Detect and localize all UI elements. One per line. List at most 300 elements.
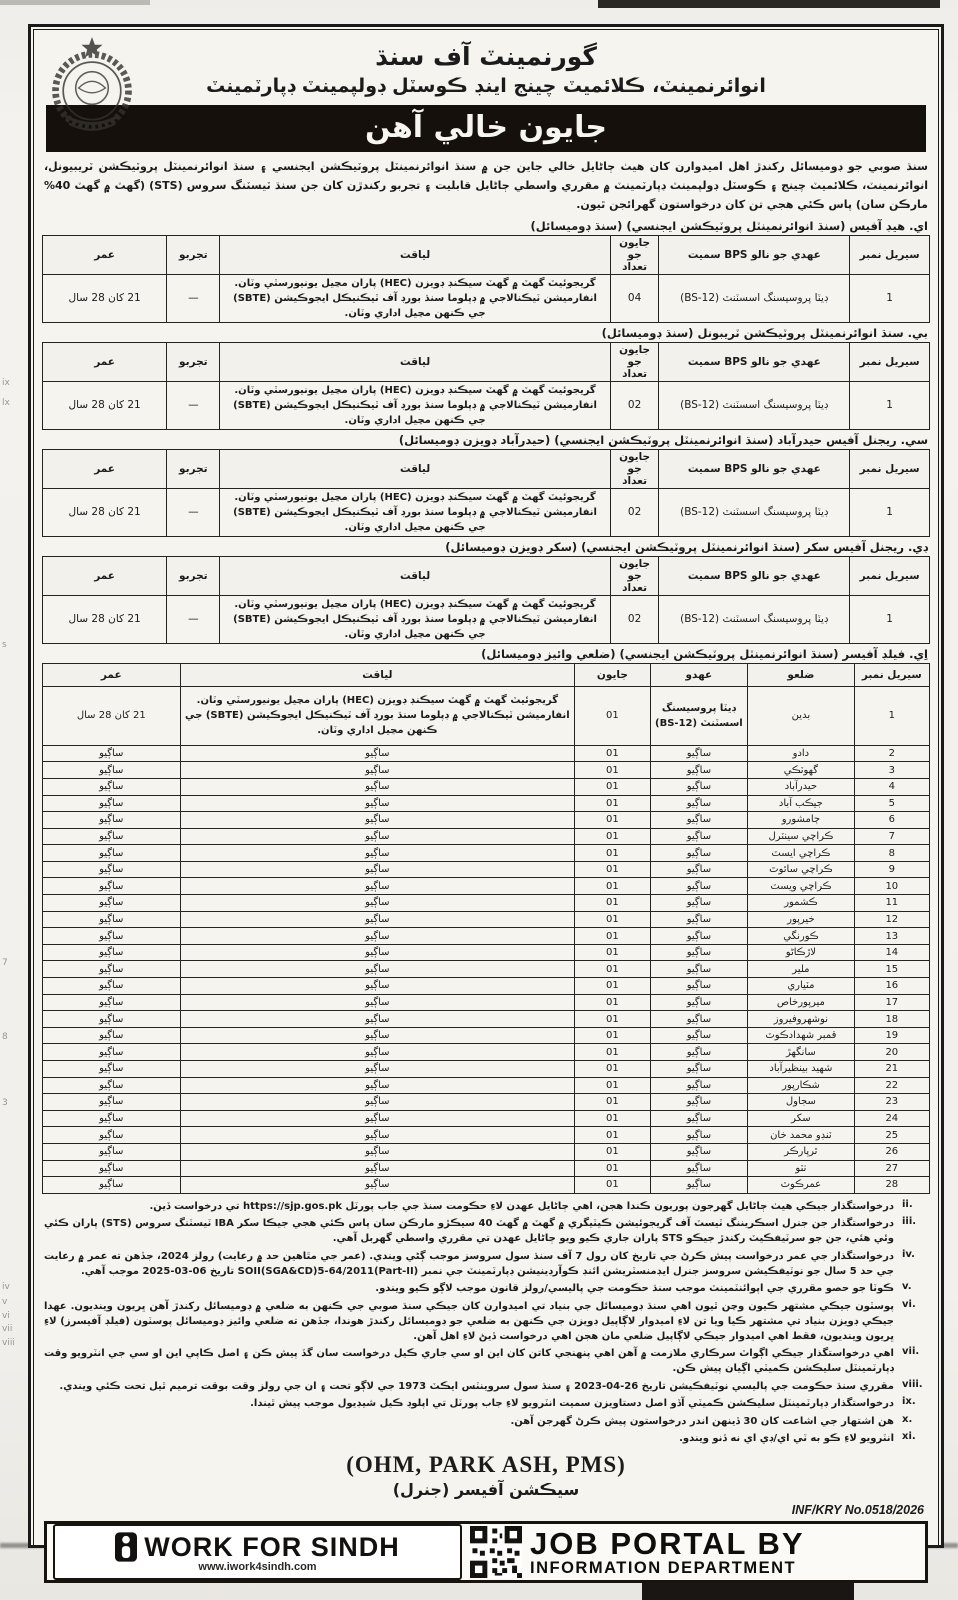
qualification-cell: ساڳيو — [180, 944, 575, 961]
age-cell: ساڳيو — [43, 1044, 181, 1061]
advertisement-reference-number: INF/KRY No.0518/2026 — [791, 1503, 924, 1518]
age-cell: ساڳيو — [43, 1077, 181, 1094]
district-cell: ڄامشورو — [748, 812, 854, 829]
scan-artifact-top-strip — [598, 0, 940, 8]
notes-list — [44, 1199, 928, 1447]
col-post: عهدو — [650, 663, 748, 686]
col-count: جايون جو تعداد — [610, 235, 659, 274]
qualification-cell: ساڳيو — [180, 745, 575, 762]
age-cell: ساڳيو — [43, 762, 181, 779]
serial-cell: 1 — [850, 381, 930, 429]
col-serial: سيريل نمبر — [850, 235, 930, 274]
field-officer-section-title: اِي. فيلڊ آفيسر (سنڌ انوائرنمينٽل پروٽيڪشن ايجنسي) (ضلعي وائيز ڊوميسائل) — [481, 646, 928, 661]
col-count: جايون — [575, 663, 650, 686]
qualification-cell: ساڳيو — [180, 1160, 575, 1177]
vacancies-banner — [46, 105, 926, 152]
age-cell: ساڳيو — [43, 1177, 181, 1194]
district-cell: ڪراچي سينٽرل — [748, 828, 854, 845]
serial-cell: 24 — [854, 1110, 929, 1127]
serial-cell: 23 — [854, 1094, 929, 1111]
table-row — [43, 762, 930, 779]
serial-cell: 13 — [854, 928, 929, 945]
qualification-cell: ساڳيو — [180, 778, 575, 795]
note-number: iii. — [902, 1216, 917, 1228]
age-cell: 21 کان 28 سال — [43, 595, 167, 643]
age-cell: ساڳيو — [43, 911, 181, 928]
serial-cell: 12 — [854, 911, 929, 928]
count-cell: 01 — [575, 1143, 650, 1160]
qualification-cell: ساڳيو — [180, 878, 575, 895]
post-cell: ساڳيو — [650, 1143, 748, 1160]
note-text: اهي درخواستگذار جيڪي اڳواٽ سرڪاري ملازمت ۾ آهن اهي پنهنجي کاتن کان اين او سي جاري ڪيل درخواست سان گڏ پيش ڪن ۽ اصل ڪاپي اين او سي جي انٽرويو وقت ڊپارٽمينٽل سليڪشن ڪميٽي اڳيان پيش ڪن. — [44, 1348, 894, 1375]
table-row — [43, 745, 930, 762]
table-row — [43, 978, 930, 995]
section-title: بي. سنڌ انوائرنمينٽل پروٽيڪشن ٽريبونل (سنڌ ڊوميسائل) — [601, 325, 928, 340]
qualification-cell: ساڳيو — [180, 812, 575, 829]
post-cell: ساڳيو — [650, 1127, 748, 1144]
qualification-line2: انفارميشن ٽيڪنالاجي ۾ ڊپلوما سنڌ بورڊ آف ٽيڪنيڪل ايجوڪيشن (SBTE) جي ڪنهن مڃيل اداري وٽان. — [233, 399, 597, 426]
table-row — [43, 1110, 930, 1127]
count-cell: 01 — [575, 745, 650, 762]
qualification-cell: ساڳيو — [180, 762, 575, 779]
count-cell: 02 — [610, 595, 659, 643]
note-item — [44, 1414, 928, 1429]
post-cell: ساڳيو — [650, 1044, 748, 1061]
serial-cell: 1 — [850, 488, 930, 536]
col-district: ضلعو — [748, 663, 854, 686]
post-cell: ڊيٽا پروسيسنگ اسسٽنٽ (BS-12) — [659, 381, 850, 429]
serial-cell: 22 — [854, 1077, 929, 1094]
count-cell: 01 — [575, 961, 650, 978]
col-experience: تجربو — [167, 235, 220, 274]
table-row — [43, 1011, 930, 1028]
col-qualification: لياقت — [180, 663, 575, 686]
serial-cell: 28 — [854, 1177, 929, 1194]
col-experience: تجربو — [167, 556, 220, 595]
department-title: انوائرنمينٽ، ڪلائميٽ چينج اينڊ ڪوسٽل ڊولپمينٽ ڊپارٽمينٽ — [206, 75, 766, 97]
district-cell: ٿرپارڪر — [748, 1143, 854, 1160]
vacancy-table — [42, 235, 930, 323]
serial-cell: 5 — [854, 795, 929, 812]
qualification-cell: ساڳيو — [180, 1027, 575, 1044]
count-cell: 01 — [575, 978, 650, 995]
note-item — [44, 1379, 928, 1394]
district-cell: بدين — [748, 686, 854, 745]
district-cell: عمرڪوٽ — [748, 1177, 854, 1194]
post-cell: ساڳيو — [650, 928, 748, 945]
margin-fragment: 7 — [2, 958, 8, 968]
district-cell: قمبر شهدادڪوٽ — [748, 1027, 854, 1044]
table-row — [43, 1044, 930, 1061]
vacancy-table — [42, 556, 930, 644]
district-cell: ٺٽو — [748, 1160, 854, 1177]
age-cell: 21 کان 28 سال — [43, 381, 167, 429]
note-text: هن اشتهار جي اشاعت کان 30 ڏينهن اندر درخواستون پيش ڪرڻ گھرجن آهن. — [510, 1415, 894, 1427]
qualification-cell: ساڳيو — [180, 895, 575, 912]
count-cell: 01 — [575, 878, 650, 895]
table-row — [43, 381, 930, 429]
scan-artifact-top-left — [0, 0, 150, 5]
count-cell: 01 — [575, 795, 650, 812]
table-row — [43, 994, 930, 1011]
intro-paragraph: سنڌ صوبي جو ڊوميسائل رکندڙ اهل اميدوارن کان هيٺ ڄاڻايل خالي جاين جن ۾ سنڌ انوائرنمينٽل پروٽيڪشن ايجنسي ۽ سنڌ انوائرنمينٽل پروٽيڪشن ٽريبيونل، انوائرنمينٽ، ڪلائميٽ چينج ۽ ڪوسٽل ڊولپمينٽ ڊپارٽمينٽ ۾ مقرري واسطي ڄاڻايل قابليت ۽ تجربو رکندڙن کان جن سنڌ ٽيسٽنگ سروس (STS) (گھٽ ۾ گھٽ 40% مارڪن سان) پاس ڪئي هجي تن کان درخواستون گھرائجن ٿيون. — [44, 160, 928, 211]
col-count: جايون جو تعداد — [610, 342, 659, 381]
margin-fragment: 3 — [2, 1098, 8, 1108]
margin-fragment: v — [2, 1297, 8, 1307]
table-header-row — [43, 449, 930, 488]
count-cell: 01 — [575, 994, 650, 1011]
serial-cell: 18 — [854, 1011, 929, 1028]
district-cell: خيرپور — [748, 911, 854, 928]
serial-cell: 10 — [854, 878, 929, 895]
qr-code-icon — [470, 1526, 522, 1578]
age-cell: ساڳيو — [43, 1127, 181, 1144]
count-cell: 01 — [575, 944, 650, 961]
table-row — [43, 488, 930, 536]
post-cell: ڊيٽا پروسيسنگ اسسٽنٽ (BS-12) — [659, 488, 850, 536]
col-count: جايون جو تعداد — [610, 556, 659, 595]
margin-fragment: 8 — [2, 1032, 8, 1042]
col-post: عهدي جو نالو BPS سميت — [659, 449, 850, 488]
qualification-cell: ساڳيو — [180, 828, 575, 845]
post-cell: ڊيٽا پروسيسنگ اسسٽنٽ (BS-12) — [659, 595, 850, 643]
qualification-cell: ساڳيو — [180, 928, 575, 945]
table-header-row — [43, 342, 930, 381]
col-age: عمر — [43, 556, 167, 595]
col-serial: سيريل نمبر — [850, 556, 930, 595]
margin-fragment: ix — [2, 378, 10, 388]
district-cell: ڪورنگي — [748, 928, 854, 945]
vacancy-table — [42, 342, 930, 430]
post-cell: ساڳيو — [650, 828, 748, 845]
qualification-cell — [220, 488, 610, 536]
margin-fragment: lx — [2, 398, 10, 408]
post-cell: ڊيٽا پروسيسنگ اسسٽنٽ (BS-12) — [659, 274, 850, 322]
col-post: عهدي جو نالو BPS سميت — [659, 235, 850, 274]
count-cell: 01 — [575, 1061, 650, 1078]
count-cell: 01 — [575, 1044, 650, 1061]
note-item — [44, 1396, 928, 1411]
post-cell: ساڳيو — [650, 878, 748, 895]
post-cell: ساڳيو — [650, 1027, 748, 1044]
col-age: عمر — [43, 342, 167, 381]
section-title: ڊي. ريجنل آفيس سکر (سنڌ انوائرنمينٽل پروٽيڪشن ايجنسي) (سکر ڊويزن ڊوميسائل) — [445, 539, 928, 554]
age-cell: ساڳيو — [43, 878, 181, 895]
count-cell: 01 — [575, 1160, 650, 1177]
serial-cell: 1 — [850, 595, 930, 643]
serial-cell: 25 — [854, 1127, 929, 1144]
count-cell: 01 — [575, 686, 650, 745]
note-text: درخواستگذار جي عمر درخواست پيش ڪرڻ جي تاريخ کان رول 7 آف سنڌ سول سروسز موجب ڳڻي ويندي. (عمر جي مٿاهين حد ۾ رعايت) رولز 2024، جڏهن ته عمر ۾ رعايت جي حد 5 سال جو نوٽيفڪيشن سروسز جنرل ايڊمنسٽريشن ائنڊ ڪوآرڊينيشن ڊپارٽمينٽ جي نمبر SOII(SGA&CD)5-64/2011(Part-II) تاريخ 06-03-2025 موجب آهي. — [44, 1250, 894, 1277]
col-experience: تجربو — [167, 342, 220, 381]
field-officer-table — [42, 663, 930, 1194]
post-cell: ساڳيو — [650, 745, 748, 762]
district-cell: لاڙڪاڻو — [748, 944, 854, 961]
work-for-sindh-logo — [53, 1524, 462, 1580]
qualification-line1: گريجوئيٽ گھٽ ۾ گھٽ سيڪنڊ ڊويزن (HEC) پاران مڃيل يونيورسٽي وٽان. — [234, 598, 596, 610]
col-age: عمر — [43, 235, 167, 274]
age-cell: ساڳيو — [43, 1011, 181, 1028]
job-portal-footer-banner — [44, 1521, 928, 1583]
government-title: گورنمينٽ آف سنڌ — [375, 42, 597, 71]
col-age: عمر — [43, 449, 167, 488]
post-cell: ساڳيو — [650, 994, 748, 1011]
job-advertisement-box — [28, 24, 944, 1577]
post-cell: ساڳيو — [650, 795, 748, 812]
district-cell: شڪارپور — [748, 1077, 854, 1094]
serial-cell: 1 — [854, 686, 929, 745]
count-cell: 01 — [575, 895, 650, 912]
note-text: درخواستگذار جيڪي هيٺ ڄاڻايل گھرجون پوريون ڪندا هجن، اهي ڄاڻايل عهدن لاءِ حڪومت سنڌ جي جاب پورٽل https://sjp.gos.pk تي درخواست ڏين. — [149, 1200, 894, 1212]
note-number: x. — [902, 1413, 913, 1425]
district-rows — [43, 745, 930, 1193]
note-number: vii. — [902, 1346, 920, 1358]
serial-cell: 19 — [854, 1027, 929, 1044]
district-cell: سکر — [748, 1110, 854, 1127]
table-row — [43, 845, 930, 862]
table-row — [43, 878, 930, 895]
margin-fragment: viii — [2, 1338, 15, 1348]
post-cell: ساڳيو — [650, 1177, 748, 1194]
banner-title: جايون خالي آهن — [364, 110, 608, 145]
qualification-line1: گريجوئيٽ گھٽ ۾ گھٽ سيڪنڊ ڊويزن (HEC) پاران مڃيل يونيورسٽي وٽان. — [234, 491, 596, 503]
col-age: عمر — [43, 663, 181, 686]
qualification-cell: ساڳيو — [180, 978, 575, 995]
col-qualification: لياقت — [220, 235, 610, 274]
count-cell: 01 — [575, 911, 650, 928]
i-person-icon — [115, 1532, 137, 1562]
post-cell: ساڳيو — [650, 861, 748, 878]
table-row-badin — [43, 686, 930, 745]
note-item — [44, 1199, 928, 1214]
table-row — [43, 595, 930, 643]
serial-cell: 7 — [854, 828, 929, 845]
district-cell: حيدرآباد — [748, 778, 854, 795]
post-cell: ساڳيو — [650, 944, 748, 961]
col-post: عهدي جو نالو BPS سميت — [659, 342, 850, 381]
district-cell: سجاول — [748, 1094, 854, 1111]
age-cell: 21 کان 28 سال — [43, 274, 167, 322]
qualification-cell: ساڳيو — [180, 861, 575, 878]
post-cell: ساڳيو — [650, 845, 748, 862]
count-cell: 01 — [575, 1177, 650, 1194]
count-cell: 01 — [575, 928, 650, 945]
serial-cell: 21 — [854, 1061, 929, 1078]
count-cell: 01 — [575, 861, 650, 878]
note-item — [44, 1299, 928, 1344]
qualification-cell: ساڳيو — [180, 845, 575, 862]
table-row — [43, 961, 930, 978]
table-row — [43, 778, 930, 795]
district-cell: ڪراچي ويسٽ — [748, 878, 854, 895]
table-header-row — [43, 663, 930, 686]
age-cell: ساڳيو — [43, 1027, 181, 1044]
serial-cell: 27 — [854, 1160, 929, 1177]
note-number: viii. — [902, 1378, 923, 1390]
post-cell: ڊيٽا پروسيسنگ اسسٽنٽ (BS-12) — [650, 686, 748, 745]
sindh-government-emblem-icon — [44, 34, 140, 142]
qualification-line1: گريجوئيٽ گھٽ ۾ گھٽ سيڪنڊ ڊويزن (HEC) پاران مڃيل يونيورسٽي وٽان. — [234, 384, 596, 396]
qualification-cell — [220, 381, 610, 429]
col-count: جايون جو تعداد — [610, 449, 659, 488]
count-cell: 04 — [610, 274, 659, 322]
qualification-cell: ساڳيو — [180, 911, 575, 928]
table-row — [43, 1160, 930, 1177]
bps-sections — [42, 219, 930, 644]
table-row — [43, 1094, 930, 1111]
count-cell: 01 — [575, 1077, 650, 1094]
iwork4sindh-url: www.iwork4sindh.com — [198, 1560, 317, 1573]
post-cell: ساڳيو — [650, 1061, 748, 1078]
qualification-cell: ساڳيو — [180, 1044, 575, 1061]
age-cell: ساڳيو — [43, 1094, 181, 1111]
note-text: ڪوٽا جو حصو مقرري جي اپوائنٽمينٽ موجب سنڌ حڪومت جي پاليسي/رولز قانون موجب لاڳو ڪيو ويندو. — [375, 1283, 894, 1295]
qualification-cell: ساڳيو — [180, 1061, 575, 1078]
district-cell: جيڪب آباد — [748, 795, 854, 812]
age-cell: ساڳيو — [43, 944, 181, 961]
count-cell: 01 — [575, 1094, 650, 1111]
serial-cell: 1 — [850, 274, 930, 322]
serial-cell: 17 — [854, 994, 929, 1011]
age-cell: ساڳيو — [43, 1110, 181, 1127]
information-department-label: INFORMATION DEPARTMENT — [530, 1558, 797, 1577]
table-row — [43, 812, 930, 829]
note-item — [44, 1346, 928, 1376]
experience-cell: — — [167, 488, 220, 536]
table-row — [43, 1127, 930, 1144]
qualification-line2: انفارميشن ٽيڪنالاجي ۾ ڊپلوما سنڌ بورڊ آف ٽيڪنيڪل ايجوڪيشن (SBTE) جي ڪنهن مڃيل اداري وٽان. — [233, 292, 597, 319]
district-cell: مٽياري — [748, 978, 854, 995]
note-number: ii. — [902, 1198, 913, 1210]
qualification-cell: گريجوئيٽ گھٽ ۾ گھٽ سيڪنڊ ڊويزن (HEC) پاران مڃيل يونيورسٽي وٽان. انفارميشن ٽيڪنالاجي ۾ ڊپلوما سنڌ بورڊ آف ٽيڪنيڪل ايجوڪيشن (SBTE) جي ڪنهن مڃيل اداري وٽان. — [180, 686, 575, 745]
district-cell: ڪشمور — [748, 895, 854, 912]
serial-cell: 11 — [854, 895, 929, 912]
experience-cell: — — [167, 381, 220, 429]
table-row — [43, 828, 930, 845]
age-cell: ساڳيو — [43, 1160, 181, 1177]
table-header-row — [43, 235, 930, 274]
district-cell: شهيد بينظيرآباد — [748, 1061, 854, 1078]
qualification-line1: گريجوئيٽ گھٽ ۾ گھٽ سيڪنڊ ڊويزن (HEC) پاران مڃيل يونيورسٽي وٽان. — [234, 277, 596, 289]
col-qualification: لياقت — [220, 342, 610, 381]
qualification-cell — [220, 595, 610, 643]
note-item — [44, 1216, 928, 1246]
count-cell: 01 — [575, 762, 650, 779]
age-cell: 21 کان 28 سال — [43, 488, 167, 536]
col-post: عهدي جو نالو BPS سميت — [659, 556, 850, 595]
serial-cell: 9 — [854, 861, 929, 878]
margin-fragment: s — [2, 640, 7, 650]
table-row — [43, 1027, 930, 1044]
post-cell: ساڳيو — [650, 762, 748, 779]
count-cell: 01 — [575, 812, 650, 829]
serial-cell: 4 — [854, 778, 929, 795]
margin-fragment: vi — [2, 1311, 10, 1321]
age-cell: ساڳيو — [43, 845, 181, 862]
qualification-cell: ساڳيو — [180, 961, 575, 978]
signature-names: (OHM, PARK ASH, PMS) — [346, 1452, 626, 1478]
post-cell: ساڳيو — [650, 895, 748, 912]
count-cell: 02 — [610, 381, 659, 429]
experience-cell: — — [167, 274, 220, 322]
district-cell: ڪراچي ايسٽ — [748, 845, 854, 862]
age-cell: ساڳيو — [43, 828, 181, 845]
vacancy-table — [42, 449, 930, 537]
job-portal-by-label: JOB PORTAL BY — [530, 1526, 805, 1562]
post-cell: ساڳيو — [650, 1011, 748, 1028]
margin-fragment: vii — [2, 1324, 13, 1334]
note-item — [44, 1249, 928, 1279]
age-cell: ساڳيو — [43, 1143, 181, 1160]
district-cell: ميرپورخاص — [748, 994, 854, 1011]
table-row — [43, 911, 930, 928]
note-text: درخواستگذار ڊپارٽمينٽل سليڪشن ڪميٽي آڏو اصل دستاويزن سميت انٽرويو لاءِ جاب پورٽل تي اپلوڊ ڪيل شيڊيول موجب پيش ٿيندا. — [250, 1398, 894, 1410]
count-cell: 01 — [575, 828, 650, 845]
qualification-cell: ساڳيو — [180, 1177, 575, 1194]
post-cell: ساڳيو — [650, 1094, 748, 1111]
district-cell: ڪراچي سائوٿ — [748, 861, 854, 878]
qualification-line2: انفارميشن ٽيڪنالاجي ۾ ڊپلوما سنڌ بورڊ آف ٽيڪنيڪل ايجوڪيشن (SBTE) جي ڪنهن مڃيل اداري وٽان. — [233, 613, 597, 640]
serial-cell: 14 — [854, 944, 929, 961]
qualification-cell: ساڳيو — [180, 1110, 575, 1127]
table-row — [43, 895, 930, 912]
age-cell: ساڳيو — [43, 812, 181, 829]
district-cell: دادو — [748, 745, 854, 762]
qualification-cell: ساڳيو — [180, 1094, 575, 1111]
count-cell: 01 — [575, 1127, 650, 1144]
col-experience: تجربو — [167, 449, 220, 488]
note-number: xi. — [902, 1431, 916, 1443]
age-cell: 21 کان 28 سال — [43, 686, 181, 745]
qualification-cell: ساڳيو — [180, 1011, 575, 1028]
serial-cell: 15 — [854, 961, 929, 978]
post-cell: ساڳيو — [650, 961, 748, 978]
section-title: سي. ريجنل آفيس حيدرآباد (سنڌ انوائرنمينٽل پروٽيڪشن ايجنسي) (حيدرآباد ڊويزن ڊوميسائل) — [398, 432, 928, 447]
section-title: اي. هيڊ آفيس (سنڌ انوائرنمينٽل پروٽيڪشن ايجنسي) (سنڌ ڊوميسائل) — [530, 218, 928, 233]
age-cell: ساڳيو — [43, 1061, 181, 1078]
table-row — [43, 1077, 930, 1094]
district-cell: گھوٽڪي — [748, 762, 854, 779]
qualification-cell: ساڳيو — [180, 994, 575, 1011]
post-cell: ساڳيو — [650, 911, 748, 928]
age-cell: ساڳيو — [43, 778, 181, 795]
post-cell: ساڳيو — [650, 812, 748, 829]
table-row — [43, 795, 930, 812]
note-text: پوسٽون جيڪي مشتهر ڪيون وڃن ٿيون اهي سنڌ ڊوميسائل جي بنياد تي اميدوارن کان جيڪي سنڌ صوبي جي ڪنهن به ضلعي ۾ ڊوميسائل رکندڙ آهن ڀريون وينديون. عهدا جيڪي ڊويزن بنياد تي مشتهر ڪيا ويا تن لاءِ اميدوار لاڳاپيل ڊويزن جي ڪنهن به ضلعي جو ڊوميسائل رکندڙ هوندا، جڏهن ته ضلعي وائيز ڊوميسائل پوسٽون (فيلڊ آفيسرز) لاءِ ڀريون وينديون، فقط اهي اميدوار جيڪي لاڳاپيل ضلعي مان هجن اهي درخواست ڏيڻ لاءِ اهل آهن. — [44, 1300, 894, 1342]
table-row — [43, 861, 930, 878]
note-item — [44, 1281, 928, 1296]
serial-cell: 3 — [854, 762, 929, 779]
post-cell: ساڳيو — [650, 1077, 748, 1094]
experience-cell: — — [167, 595, 220, 643]
age-cell: ساڳيو — [43, 978, 181, 995]
qualification-cell: ساڳيو — [180, 1077, 575, 1094]
post-cell: ساڳيو — [650, 778, 748, 795]
col-serial: سيريل نمبر — [850, 449, 930, 488]
count-cell: 01 — [575, 1011, 650, 1028]
serial-cell: 8 — [854, 845, 929, 862]
serial-cell: 26 — [854, 1143, 929, 1160]
age-cell: ساڳيو — [43, 861, 181, 878]
count-cell: 01 — [575, 1110, 650, 1127]
col-qualification: لياقت — [220, 449, 610, 488]
qualification-cell — [220, 274, 610, 322]
district-cell: نوشهروفيروز — [748, 1011, 854, 1028]
note-number: ix. — [902, 1396, 916, 1408]
table-row — [43, 944, 930, 961]
age-cell: ساڳيو — [43, 895, 181, 912]
note-text: درخواستگذار جن جنرل اسڪريننگ ٽيسٽ آف گريجوئيشن ڪيٽيگري ۾ گھٽ ۾ گھٽ 40 سيڪڙو مارڪن سان پاس ڪئي هجي جيڪا سکر IBA ٽيسٽنگ سروس (STS) پاران ڪئي وئي هئي، جن جو سرٽيفڪيٽ رکندڙ جيڪو STS پاران جاري ڪيو ويو ڄاڻايل عهدن تي مقرري واسطي گھربل آهي. — [44, 1218, 895, 1245]
